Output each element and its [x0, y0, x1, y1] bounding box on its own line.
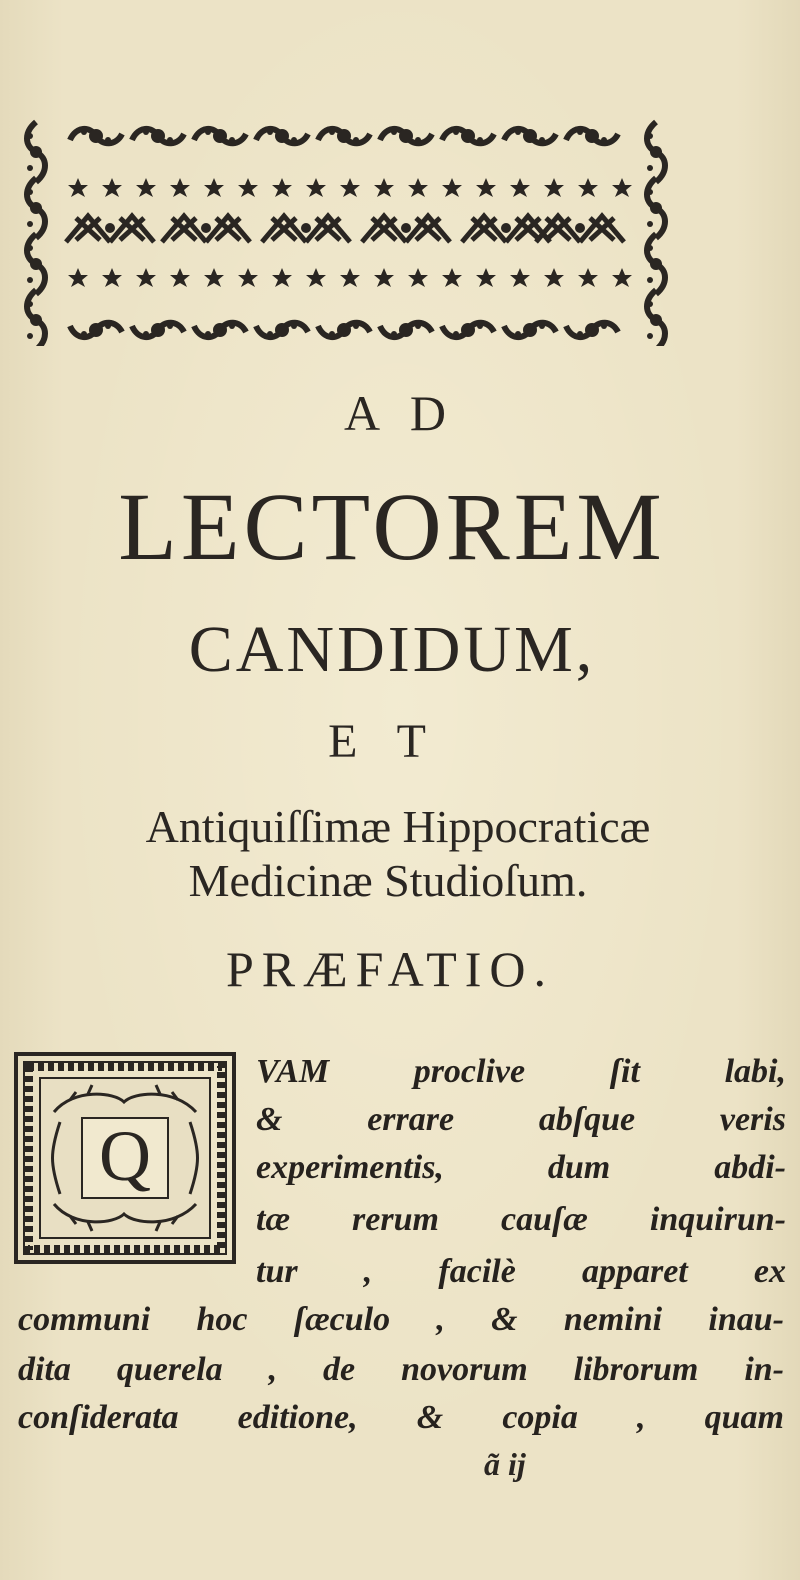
- word: quam: [704, 1399, 784, 1436]
- word: tur: [256, 1253, 298, 1290]
- word: ,: [363, 1253, 373, 1290]
- fleuron-border-icon: [22, 118, 672, 346]
- section-heading: PRÆFATIO.: [225, 941, 555, 997]
- word: veris: [719, 1101, 786, 1138]
- word: hoc: [196, 1301, 248, 1338]
- word: dum: [547, 1149, 611, 1186]
- word: facilè: [438, 1253, 516, 1290]
- word: editione,: [237, 1399, 358, 1436]
- word: ,: [268, 1351, 278, 1388]
- word: cauſæ: [500, 1201, 588, 1238]
- word: querela: [116, 1351, 223, 1388]
- text-line-2: [256, 1100, 786, 1140]
- word: ſæculo: [293, 1301, 391, 1338]
- word: rerum: [352, 1201, 439, 1238]
- drop-cap-letter: Q: [99, 1116, 151, 1196]
- word: dita: [18, 1351, 71, 1388]
- word: &: [256, 1101, 283, 1138]
- title-line-ad: A D: [344, 385, 456, 441]
- text-line-6: [18, 1300, 784, 1340]
- text-line-5: [256, 1252, 786, 1292]
- word: &: [416, 1399, 444, 1436]
- subtitle-line-2: Medicinæ Studioſum.: [188, 855, 588, 906]
- text-line-3: [256, 1148, 786, 1188]
- text-line-7: [18, 1350, 784, 1390]
- word: &: [491, 1301, 518, 1338]
- word: de: [323, 1351, 356, 1388]
- ornamental-headpiece: [22, 118, 672, 346]
- word: ex: [753, 1253, 786, 1290]
- word: conſiderata: [18, 1399, 179, 1436]
- drop-cap-initial: [14, 1052, 236, 1264]
- word: in-: [744, 1351, 784, 1388]
- word: inquirun-: [649, 1201, 786, 1238]
- title-line-lectorem: LECTOREM: [118, 473, 666, 580]
- word: proclive: [413, 1053, 526, 1090]
- word: apparet: [581, 1253, 688, 1290]
- word: errare: [367, 1101, 455, 1138]
- word: inau-: [708, 1301, 784, 1338]
- word: abdi-: [714, 1149, 786, 1186]
- word: ,: [436, 1301, 445, 1338]
- title-line-et: E T: [328, 715, 440, 768]
- word: communi: [18, 1301, 151, 1338]
- title-line-candidum: CANDIDUM,: [188, 613, 596, 686]
- word: ſit: [609, 1053, 640, 1090]
- signature-mark: ã ij: [484, 1446, 526, 1482]
- word: VAM: [256, 1053, 330, 1090]
- word: labi,: [724, 1053, 786, 1090]
- word: ,: [636, 1399, 646, 1436]
- word: experimentis,: [256, 1149, 444, 1186]
- word: novorum: [401, 1351, 528, 1388]
- text-line-4: [256, 1200, 786, 1240]
- word: librorum: [573, 1351, 699, 1388]
- text-line-8: [18, 1398, 784, 1438]
- word: copia: [502, 1399, 578, 1436]
- subtitle-line-1: Antiquiſſimæ Hippocraticæ: [145, 801, 651, 852]
- word: nemini: [563, 1301, 663, 1338]
- word: abſque: [538, 1101, 636, 1138]
- text-line-1: [256, 1052, 786, 1092]
- word: tæ: [256, 1201, 290, 1238]
